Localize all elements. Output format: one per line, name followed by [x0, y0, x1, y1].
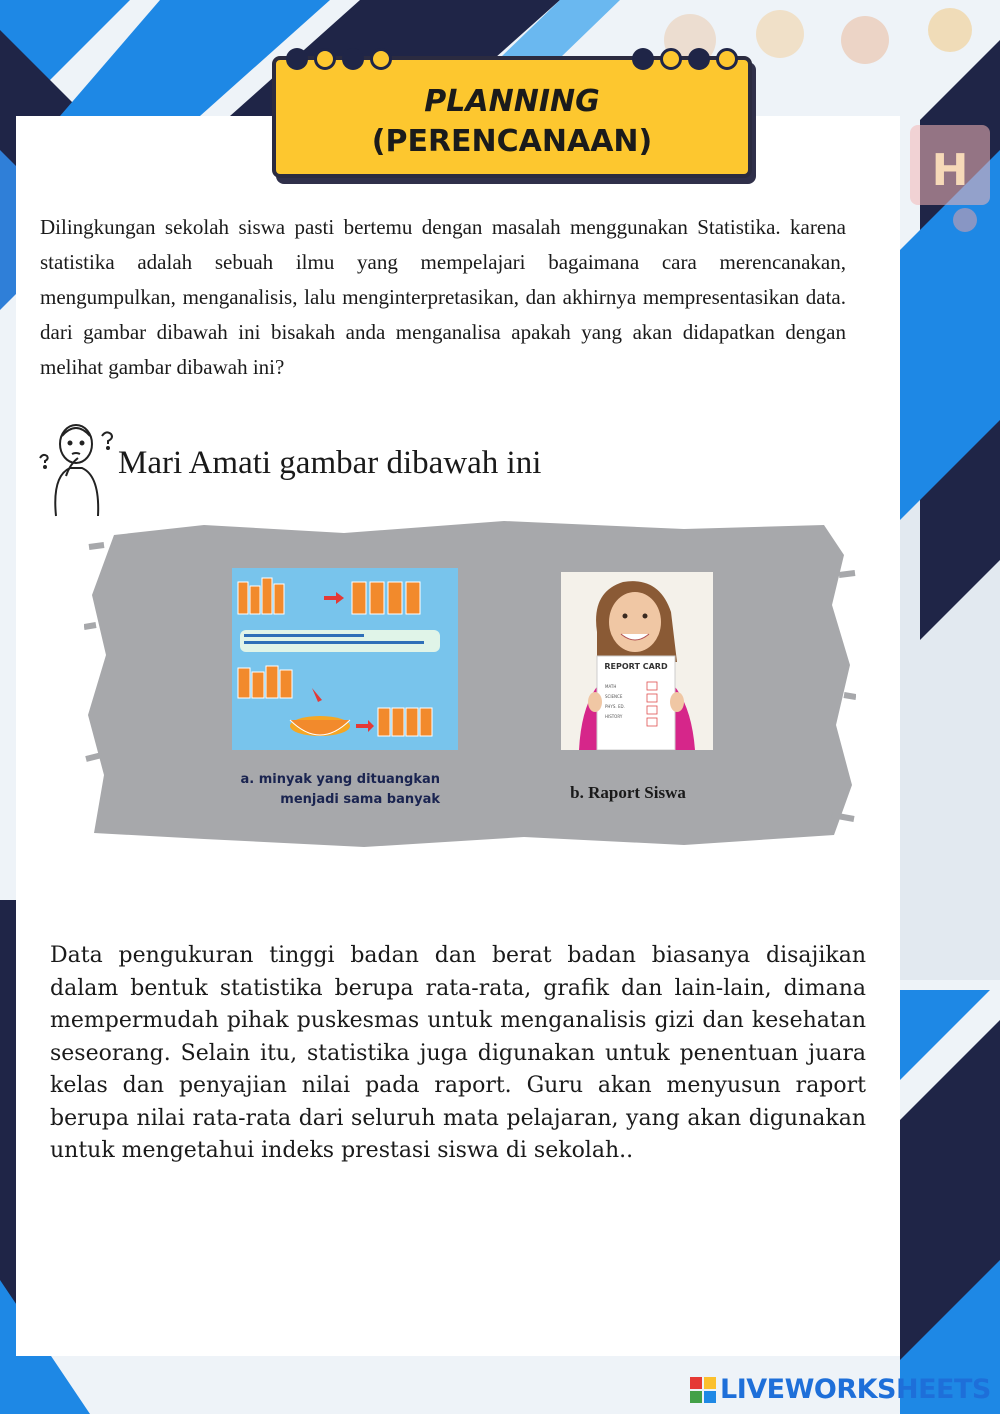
report-card-title: REPORT CARD — [604, 662, 668, 671]
binder-dot — [716, 48, 738, 70]
report-card-row: HISTORY — [605, 714, 623, 719]
banner-title — [276, 82, 748, 162]
binder-dot — [660, 48, 682, 70]
juice-pouring-illustration — [232, 568, 458, 750]
caption-juice: a. minyak yang dituangkan menjadi sama banyak — [240, 772, 440, 807]
report-card-photo — [561, 572, 713, 750]
section-heading: Mari Amati gambar dibawah ini — [118, 445, 542, 481]
watermark-text: LIVEWORKSHEETS — [720, 1374, 991, 1405]
liveworksheets-logo-icon — [690, 1377, 716, 1403]
binder-dot — [342, 48, 364, 70]
title-banner — [272, 56, 752, 178]
brush-stroke-background — [84, 515, 856, 850]
liveworksheets-watermark — [690, 1374, 991, 1405]
banner-title-line2: (PERENCANAAN) — [371, 124, 653, 159]
report-card-row: PHYS. ED. — [605, 704, 625, 709]
body-paragraph: Data pengukuran tinggi badan dan berat badan biasanya disajikan dalam bentuk statistika berupa rata-rata, grafik dan lain-lain, dimana mempermudah pihak puskesmas untuk menganalisis gizi dan kesehatan seseorang. Selain itu, statistika juga digunakan untuk penentuan juara kelas dan penyajian nilai pada raport. Guru akan menyusun raport berupa nilai rata-rata dari seluruh mata pelajaran, yang akan digunakan untuk mengetahui indeks prestasi siswa di sekolah.. — [50, 943, 866, 1163]
binder-dot — [286, 48, 308, 70]
binder-dot — [688, 48, 710, 70]
binder-dot — [632, 48, 654, 70]
deco-letter: H — [931, 145, 969, 196]
intro-paragraph: Dilingkungan sekolah siswa pasti bertemu dengan masalah menggunakan Statistika. karena statistika adalah sebuah ilmu yang mempelajari bagaimana cara merencanakan, mengumpulkan, menganalisis, lalu menginterpretasikan, dan akhirnya mempresentasikan data. dari gambar dibawah ini bisakah anda menganalisa apakah yang akan didapatkan dengan melihat gambar dibawah ini? — [40, 215, 846, 379]
banner-title-line1: PLANNING — [424, 84, 600, 119]
report-card-row: SCIENCE — [605, 694, 623, 699]
binder-dot — [314, 48, 336, 70]
caption-report: b. Raport Siswa — [570, 783, 686, 802]
report-card-row: MATH — [605, 684, 617, 689]
binder-dot — [370, 48, 392, 70]
thinking-person-icon — [36, 416, 120, 526]
